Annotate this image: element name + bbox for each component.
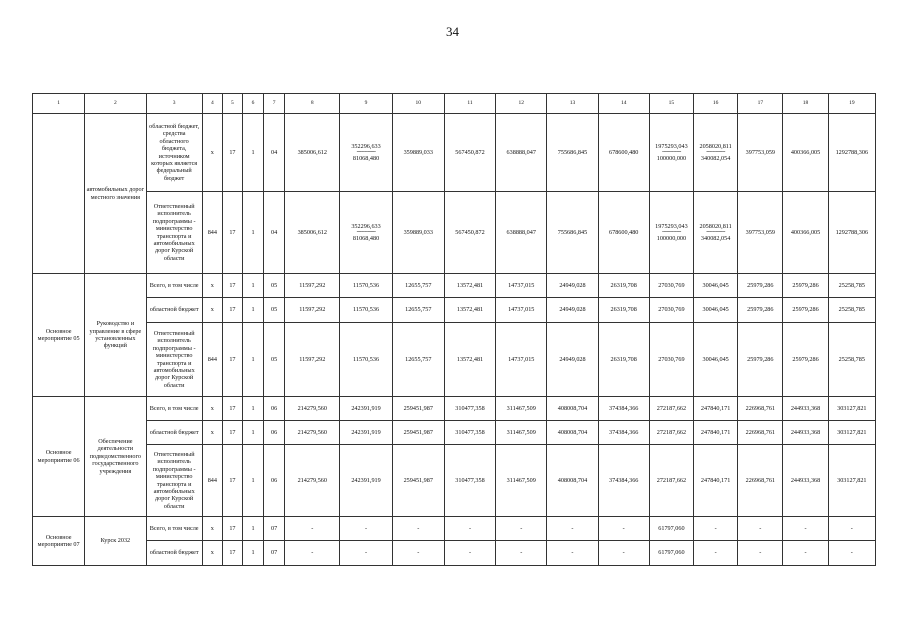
value-cell: 226968,761 [738,397,783,421]
code-cell: х [202,541,222,566]
value-divider: ------------ [706,148,725,156]
source-label-cell: областной бюджет [146,298,202,323]
value-cell: 247840,171 [694,397,738,421]
value-top: 2058020,811 [699,222,732,230]
value-cell: 259451,987 [392,445,444,517]
value-cell: 244933,368 [783,397,828,421]
table-row [33,541,876,566]
value-cell: 11597,292 [285,298,340,323]
code-cell: 04 [264,114,285,192]
value-cell: - [496,517,547,541]
event-cell: Основное мероприятие 07 [33,517,85,566]
value-cell: 24949,028 [547,274,598,298]
split-value-cell [340,114,392,192]
table-row [33,323,876,397]
source-label-cell: Ответственный исполнитель подпрограммы - министерство транспорта и автомобильных дорог Курской области [146,445,202,517]
code-cell: 17 [222,114,242,192]
value-cell: 400366,005 [783,114,828,192]
value-cell: 408008,704 [547,397,598,421]
value-cell: 259451,987 [392,421,444,445]
value-cell: 374384,366 [598,397,649,421]
value-cell: 26319,708 [598,323,649,397]
value-cell: 14737,015 [496,323,547,397]
value-cell: - [783,517,828,541]
code-cell: 1 [242,298,263,323]
header-cell: 8 [285,94,340,114]
value-cell: 26319,708 [598,298,649,323]
header-cell: 5 [222,94,242,114]
value-cell: 242391,919 [340,421,392,445]
table-row [33,274,876,298]
source-label-cell: Всего, в том числе [146,517,202,541]
code-cell: х [202,274,222,298]
code-cell: 1 [242,421,263,445]
header-cell: 9 [340,94,392,114]
value-cell: 30046,045 [694,298,738,323]
event-name-cell: Обеспечение деятельности подведомственного государственного учреждения [85,397,146,517]
value-divider: ------------ [706,228,725,236]
value-cell: 13572,481 [444,274,495,298]
value-cell: 25979,286 [783,298,828,323]
value-cell: 374384,366 [598,445,649,517]
value-cell: 214279,560 [285,397,340,421]
code-cell: 17 [222,274,242,298]
code-cell: 06 [264,397,285,421]
value-cell: 272187,662 [649,421,693,445]
split-value-cell [694,114,738,192]
value-cell: 27030,769 [649,323,693,397]
code-cell: 06 [264,421,285,445]
value-cell: - [738,517,783,541]
value-cell: 638888,047 [496,192,547,274]
header-cell: 2 [85,94,146,114]
value-cell: 310477,358 [444,397,495,421]
code-cell: 07 [264,517,285,541]
code-cell: х [202,114,222,192]
value-bottom: 100000,000 [656,154,687,162]
value-cell: - [444,541,495,566]
value-cell: - [392,541,444,566]
value-cell: 408008,704 [547,421,598,445]
value-bottom: 81068,480 [352,154,380,162]
value-cell: 244933,368 [783,421,828,445]
value-cell: 311467,509 [496,397,547,421]
value-cell: 11570,536 [340,298,392,323]
value-cell: 259451,987 [392,397,444,421]
value-bottom: 100000,000 [656,234,687,242]
header-row [33,94,876,114]
header-cell: 19 [828,94,875,114]
value-cell: 311467,509 [496,421,547,445]
code-cell: 17 [222,192,242,274]
value-bottom: 340082,054 [700,154,731,162]
event-name-cell: Руководство и управление в сфере установленных функций [85,274,146,397]
code-cell: 17 [222,323,242,397]
code-cell: 1 [242,445,263,517]
value-cell: 27030,769 [649,298,693,323]
source-label-cell: областной бюджет [146,421,202,445]
value-cell: 25258,785 [828,298,875,323]
header-cell: 1 [33,94,85,114]
value-cell: - [694,517,738,541]
value-cell: 25258,785 [828,323,875,397]
code-cell: 1 [242,517,263,541]
header-cell: 11 [444,94,495,114]
header-cell: 4 [202,94,222,114]
value-bottom: 340082,054 [700,234,731,242]
value-divider: ------------ [356,148,376,156]
value-cell: 755686,845 [547,114,598,192]
split-value-cell [649,192,693,274]
value-cell: 1292788,306 [828,192,875,274]
code-cell: х [202,421,222,445]
value-cell: 244933,368 [783,445,828,517]
code-cell: 17 [222,397,242,421]
code-cell: х [202,517,222,541]
value-cell: 12655,757 [392,323,444,397]
value-cell: 27030,769 [649,274,693,298]
value-cell: 374384,366 [598,421,649,445]
event-cell: Основное мероприятие 06 [33,397,85,517]
value-cell: 25979,286 [783,323,828,397]
value-cell: 678600,480 [598,192,649,274]
header-cell: 12 [496,94,547,114]
source-label-cell: Ответственный исполнитель подпрограммы - министерство транспорта и автомобильных дорог Курской области [146,323,202,397]
value-cell: 24949,028 [547,323,598,397]
value-cell: 242391,919 [340,397,392,421]
value-cell: 303127,821 [828,397,875,421]
split-value-cell [340,192,392,274]
value-cell: 567450,872 [444,114,495,192]
value-cell: 755686,845 [547,192,598,274]
source-label-cell: Всего, в том числе [146,274,202,298]
value-cell: 303127,821 [828,421,875,445]
table-row [33,298,876,323]
value-top: 1975293,043 [655,142,688,150]
value-cell: 214279,560 [285,445,340,517]
value-cell: 26319,708 [598,274,649,298]
header-cell: 15 [649,94,693,114]
table-row [33,445,876,517]
value-cell: - [444,517,495,541]
value-cell: 12655,757 [392,298,444,323]
value-cell: - [783,541,828,566]
value-cell: 242391,919 [340,445,392,517]
code-cell: 1 [242,397,263,421]
header-cell: 18 [783,94,828,114]
value-cell: - [285,517,340,541]
header-cell: 6 [242,94,263,114]
code-cell: 06 [264,445,285,517]
code-cell: 1 [242,192,263,274]
value-cell: 567450,872 [444,192,495,274]
value-cell: - [598,517,649,541]
value-cell: - [828,517,875,541]
value-cell: 408008,704 [547,445,598,517]
value-top: 1975293,043 [655,222,688,230]
table-row [33,114,876,192]
table-row [33,397,876,421]
code-cell: 05 [264,298,285,323]
value-cell: 359889,033 [392,192,444,274]
value-cell: 24949,028 [547,298,598,323]
value-cell: 14737,015 [496,298,547,323]
value-cell: 25979,286 [738,298,783,323]
code-cell: 07 [264,541,285,566]
value-cell: - [547,541,598,566]
code-cell: 1 [242,274,263,298]
value-bottom: 81068,480 [352,234,380,242]
value-cell: 25979,286 [738,323,783,397]
value-cell: 638888,047 [496,114,547,192]
value-cell: 25979,286 [738,274,783,298]
header-cell: 16 [694,94,738,114]
value-cell: 385006,612 [285,114,340,192]
value-cell: 13572,481 [444,298,495,323]
code-cell: 1 [242,114,263,192]
table-row [33,192,876,274]
value-cell: - [285,541,340,566]
code-cell: х [202,298,222,323]
table-row [33,421,876,445]
value-cell: - [598,541,649,566]
event-name-cell: Курск 2032 [85,517,146,566]
value-cell: 61797,060 [649,541,693,566]
header-cell: 17 [738,94,783,114]
code-cell: 04 [264,192,285,274]
value-cell: 11597,292 [285,274,340,298]
value-cell: 1292788,306 [828,114,875,192]
value-cell: 12655,757 [392,274,444,298]
value-cell: - [340,541,392,566]
value-cell: 11570,536 [340,323,392,397]
value-cell: 226968,761 [738,421,783,445]
source-label-cell: областной бюджет, средства областного бюджета, источником которых является федеральный бюджет [146,114,202,192]
code-cell: 844 [202,445,222,517]
code-cell: 1 [242,541,263,566]
event-cell [33,114,85,274]
source-label-cell: Всего, в том числе [146,397,202,421]
value-cell: - [340,517,392,541]
value-cell: 25258,785 [828,274,875,298]
value-cell: 385006,612 [285,192,340,274]
code-cell: 17 [222,298,242,323]
value-cell: 310477,358 [444,421,495,445]
value-top: 352296,633 [351,222,381,230]
value-cell: 397753,059 [738,192,783,274]
value-cell: 13572,481 [444,323,495,397]
value-cell: 359889,033 [392,114,444,192]
value-cell: 247840,171 [694,421,738,445]
value-divider: ------------ [356,228,376,236]
value-cell: 400366,005 [783,192,828,274]
value-cell: 226968,761 [738,445,783,517]
value-cell: 272187,662 [649,445,693,517]
value-cell: - [496,541,547,566]
code-cell: 05 [264,323,285,397]
source-label-cell: областной бюджет [146,541,202,566]
code-cell: 05 [264,274,285,298]
value-top: 2058020,811 [699,142,732,150]
code-cell: 17 [222,541,242,566]
value-cell: 678600,480 [598,114,649,192]
event-name-cell: автомобильных дорог местного значения [85,114,146,274]
value-cell: 30046,045 [694,323,738,397]
code-cell: х [202,397,222,421]
value-divider: ------------ [662,148,681,156]
value-cell: 303127,821 [828,445,875,517]
value-cell: - [547,517,598,541]
code-cell: 844 [202,192,222,274]
value-cell: - [738,541,783,566]
value-cell: 11597,292 [285,323,340,397]
value-cell: - [694,541,738,566]
value-cell: 61797,060 [649,517,693,541]
code-cell: 1 [242,323,263,397]
split-value-cell [649,114,693,192]
code-cell: 17 [222,421,242,445]
value-cell: 272187,662 [649,397,693,421]
header-cell: 3 [146,94,202,114]
value-cell: - [828,541,875,566]
split-value-cell [694,192,738,274]
value-cell: 214279,560 [285,421,340,445]
page-number: 34 [446,24,459,39]
source-label-cell: Ответственный исполнитель подпрограммы - министерство транспорта и автомобильных дорог Курской области [146,192,202,274]
code-cell: 17 [222,517,242,541]
value-cell: 30046,045 [694,274,738,298]
value-cell: 14737,015 [496,274,547,298]
header-cell: 10 [392,94,444,114]
value-cell: - [392,517,444,541]
header-cell: 7 [264,94,285,114]
value-cell: 25979,286 [783,274,828,298]
code-cell: 844 [202,323,222,397]
event-cell: Основное мероприятие 05 [33,274,85,397]
value-divider: ------------ [662,228,681,236]
value-cell: 11570,536 [340,274,392,298]
code-cell: 17 [222,445,242,517]
budget-table [32,93,876,566]
value-top: 352296,633 [351,142,381,150]
value-cell: 311467,509 [496,445,547,517]
value-cell: 397753,059 [738,114,783,192]
header-cell: 13 [547,94,598,114]
value-cell: 310477,358 [444,445,495,517]
table-row [33,517,876,541]
header-cell: 14 [598,94,649,114]
value-cell: 247840,171 [694,445,738,517]
